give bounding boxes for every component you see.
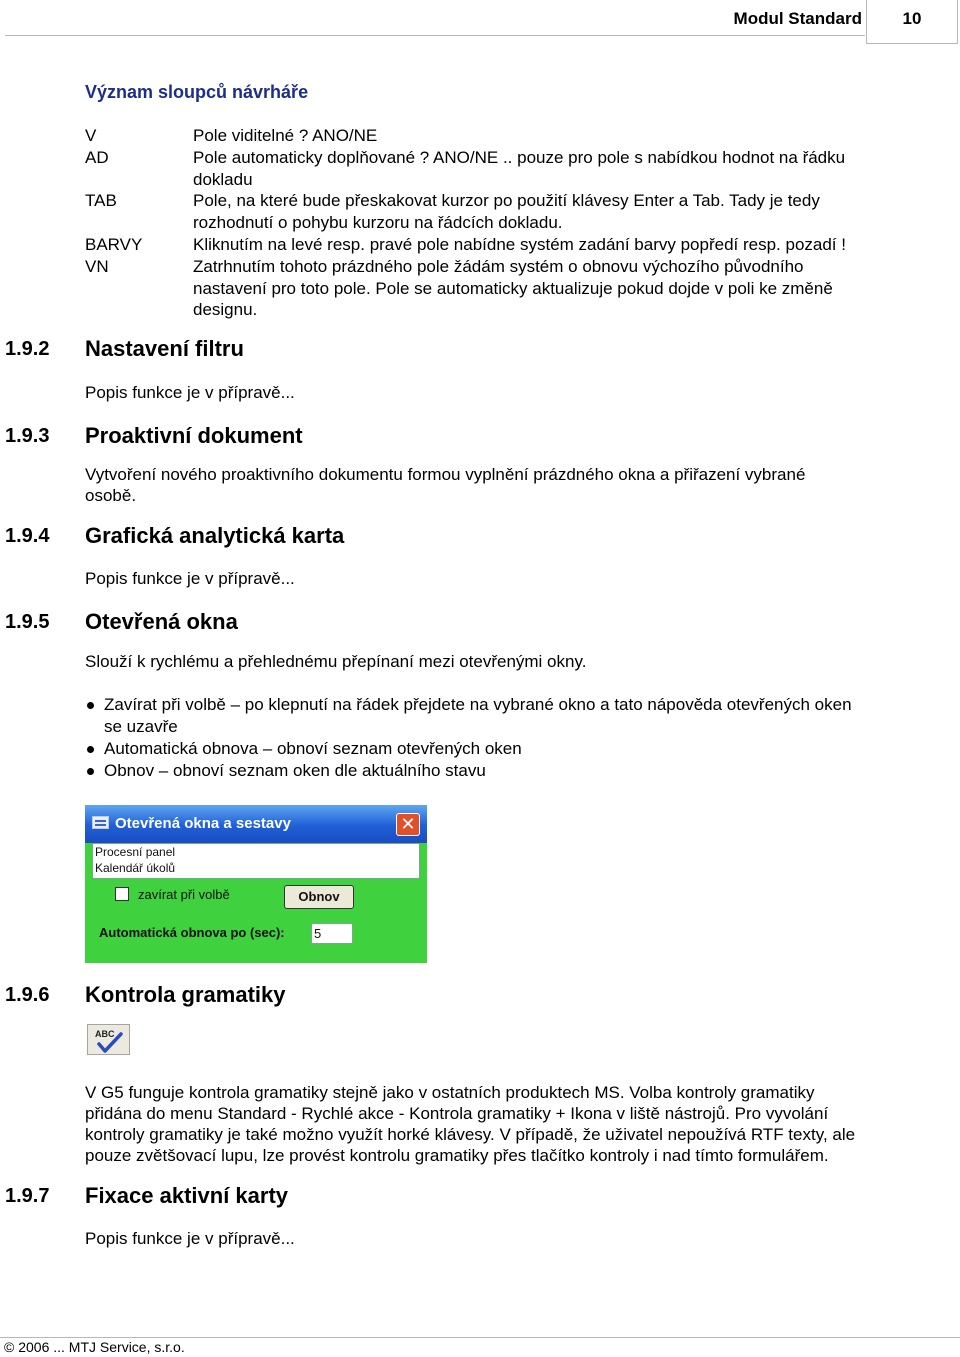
list-item: Zavírat při volbě – po klepnutí na řádek přejdete na vybrané okno a tato nápověda otevřených oken se uzavře xyxy=(85,694,955,738)
header-title: Modul Standard xyxy=(733,9,862,28)
bullet-icon xyxy=(87,768,94,775)
open-windows-list[interactable] xyxy=(92,843,420,879)
spell-icon-label: ABC xyxy=(95,1029,115,1039)
term-tab: TAB xyxy=(85,191,117,210)
window-icon xyxy=(92,816,109,829)
footer-copyright: © 2006 ... MTJ Service, s.r.o. xyxy=(4,1339,185,1355)
header-rule xyxy=(5,35,865,36)
term-barvy: BARVY xyxy=(85,235,143,254)
section-title: Proaktivní dokument xyxy=(85,423,303,448)
desc-v: Pole viditelné ? ANO/NE xyxy=(193,126,378,145)
auto-refresh-input[interactable]: 5 xyxy=(311,923,353,944)
close-on-select-checkbox[interactable] xyxy=(115,887,129,901)
footer-rule xyxy=(0,1337,960,1338)
section-number: 1.9.2 xyxy=(5,338,50,360)
open-windows-dialog xyxy=(85,805,427,963)
section-title: Nastavení filtru xyxy=(85,336,244,361)
section-number: 1.9.4 xyxy=(5,525,50,547)
section-number: 1.9.6 xyxy=(5,984,50,1006)
section-text: V G5 funguje kontrola gramatiky stejně jako v ostatních produktech MS. Volba kontroly gramatiky přidána do menu Standard - Rychlé akce - Kontrola gramatiky + Ikona v liště nástrojů. Pro vyvolání kontroly gramatiky je také možno využít horké klávesy. V případě, že uživatel nepoužívá RTF texty, ale pouze zvětšovací lupu, lze provést kontrolu gramatiky přes tlačítko kontroly i nad tímto formulářem. xyxy=(85,1083,856,1165)
section-text: Popis funkce je v přípravě... xyxy=(85,1229,295,1248)
section-text: Slouží k rychlému a přehlednému přepínaní mezi otevřenými okny. xyxy=(85,652,587,671)
close-icon[interactable]: ✕ xyxy=(396,813,420,836)
section-title: Grafická analytická karta xyxy=(85,523,345,548)
auto-refresh-label: Automatická obnova po (sec): xyxy=(99,925,285,940)
bullet-icon xyxy=(87,746,94,753)
section-text: Vytvoření nového proaktivního dokumentu formou vyplnění prázdného okna a přiřazení vybrané osobě. xyxy=(85,465,806,505)
spell-check-glyph xyxy=(88,1025,131,1056)
bullet-icon xyxy=(87,702,94,709)
dialog-title: Otevřená okna a sestavy xyxy=(115,815,291,832)
term-ad: AD xyxy=(85,148,109,167)
term-v: V xyxy=(85,126,97,145)
page-number: 10 xyxy=(902,9,922,28)
list-item: Automatická obnova – obnoví seznam otevřených oken xyxy=(85,738,955,760)
section-number: 1.9.7 xyxy=(5,1185,50,1207)
columns-heading: Význam sloupců návrháře xyxy=(85,82,309,102)
desc-barvy: Kliknutím na levé resp. pravé pole nabídne systém zadání barvy popředí resp. pozadí ! xyxy=(193,235,846,254)
section-title: Fixace aktivní karty xyxy=(85,1183,289,1208)
section-text: Popis funkce je v přípravě... xyxy=(85,383,295,402)
desc-ad: Pole automaticky doplňované ? ANO/NE .. pouze pro pole s nabídkou hodnot na řádku dokladu xyxy=(193,148,846,189)
list-item[interactable]: Procesní panel xyxy=(95,845,176,859)
list-item: Obnov – obnoví seznam oken dle aktuálního stavu xyxy=(85,760,955,782)
section-title: Otevřená okna xyxy=(85,609,238,634)
term-vn: VN xyxy=(85,257,109,276)
section-number: 1.9.5 xyxy=(5,611,50,633)
feature-list xyxy=(85,694,955,782)
dialog-title-bar xyxy=(85,805,427,843)
refresh-button[interactable]: Obnov xyxy=(284,885,354,909)
close-on-select-label: zavírat při volbě xyxy=(138,887,230,902)
desc-vn: Zatrhnutím tohoto prázdného pole žádám systém o obnovu výchozího původního nastavení pro toto pole. Pole se automaticky aktualizuje pokud dojde v poli ke změně designu. xyxy=(193,257,833,319)
section-text: Popis funkce je v přípravě... xyxy=(85,569,295,588)
spell-check-icon[interactable] xyxy=(87,1024,130,1055)
desc-tab: Pole, na které bude přeskakovat kurzor po použití klávesy Enter a Tab. Tady je tedy rozhodnutí o pohybu kurzoru na řádcích dokladu. xyxy=(193,191,820,232)
list-item[interactable]: Kalendář úkolů xyxy=(95,861,176,875)
section-title: Kontrola gramatiky xyxy=(85,982,286,1007)
section-number: 1.9.3 xyxy=(5,425,50,447)
